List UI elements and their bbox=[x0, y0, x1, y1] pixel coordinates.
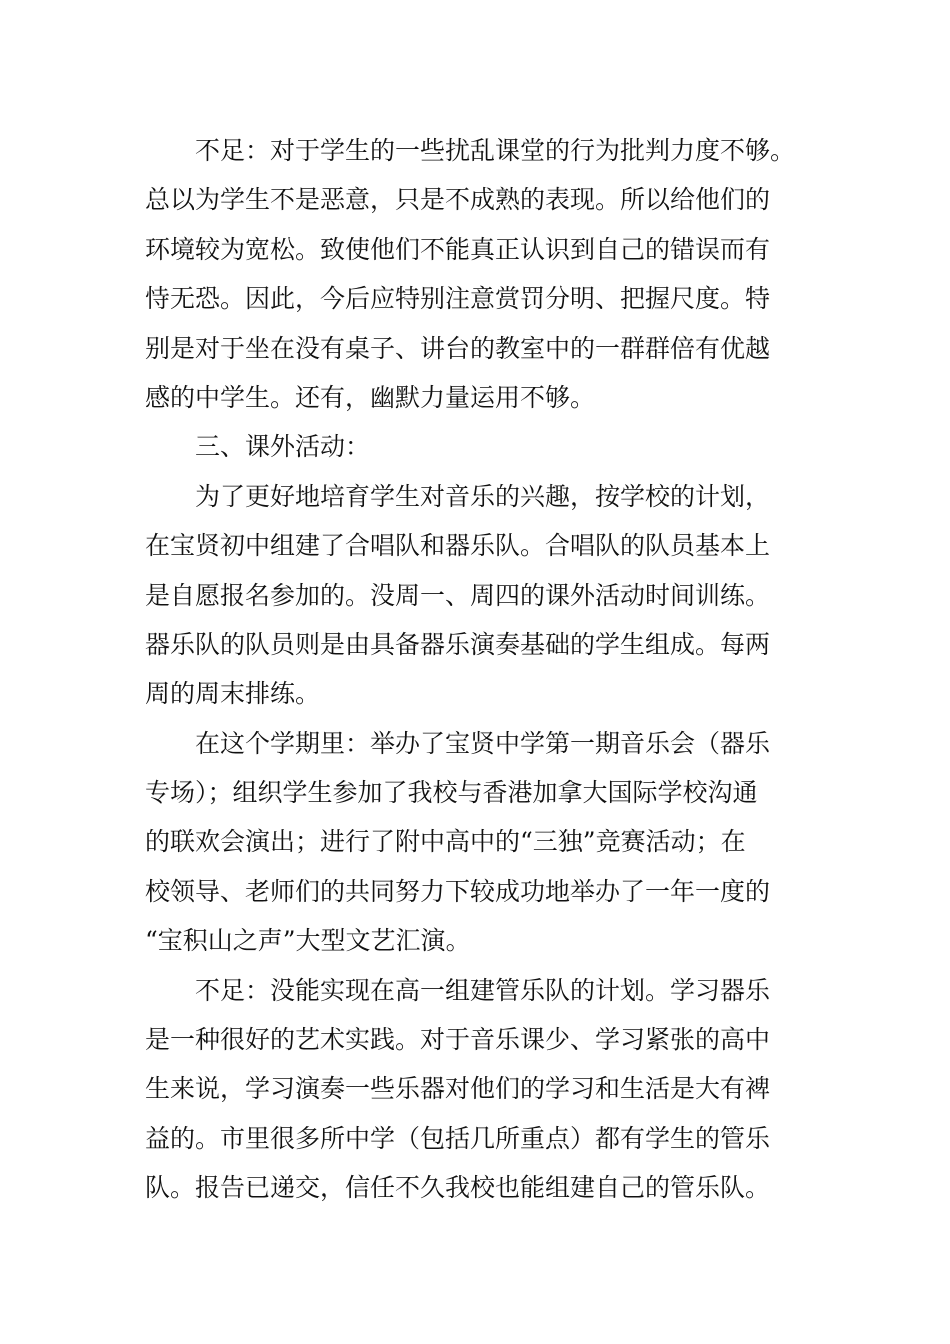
text-line: 恃无恐。因此，今后应特别注意赏罚分明、把握尺度。特 bbox=[145, 284, 771, 314]
text-line: 总以为学生不是恶意，只是不成熟的表现。所以给他们的 bbox=[145, 185, 771, 215]
text-line: 的联欢会演出；进行了附中高中的“三独”竞赛活动；在 bbox=[145, 827, 746, 857]
text-line: 感的中学生。还有，幽默力量运用不够。 bbox=[145, 382, 596, 412]
text-line: 环境较为宽松。致使他们不能真正认识到自己的错误而有 bbox=[145, 234, 771, 264]
text-line: “宝积山之声”大型文艺汇演。 bbox=[145, 926, 471, 956]
text-line: 在这个学期里：举办了宝贤中学第一期音乐会（器乐 bbox=[145, 728, 771, 758]
document-body bbox=[145, 126, 825, 1213]
text-line: 专场）；组织学生参加了我校与香港加拿大国际学校沟通 bbox=[145, 778, 758, 808]
section-heading: 三、课外活动： bbox=[145, 432, 371, 462]
text-line: 不足：没能实现在高一组建管乐队的计划。学习器乐 bbox=[145, 975, 771, 1005]
text-line: 益的。市里很多所中学（包括几所重点）都有学生的管乐 bbox=[145, 1123, 771, 1153]
text-line: 为了更好地培育学生对音乐的兴趣，按学校的计划， bbox=[145, 481, 771, 511]
text-line: 生来说，学习演奏一些乐器对他们的学习和生活是大有裨 bbox=[145, 1074, 771, 1104]
text-line: 器乐队的队员则是由具备器乐演奏基础的学生组成。每两 bbox=[145, 629, 771, 659]
text-line: 周的周末排练。 bbox=[145, 679, 321, 709]
text-line: 是一种很好的艺术实践。对于音乐课少、学习紧张的高中 bbox=[145, 1025, 771, 1055]
text-line: 别是对于坐在没有桌子、讲台的教室中的一群群倍有优越 bbox=[145, 333, 771, 363]
text-line: 队。报告已递交，信任不久我校也能组建自己的管乐队。 bbox=[145, 1173, 771, 1203]
text-line: 在宝贤初中组建了合唱队和器乐队。合唱队的队员基本上 bbox=[145, 531, 771, 561]
text-line: 是自愿报名参加的。没周一、周四的课外活动时间训练。 bbox=[145, 580, 771, 610]
text-line: 不足：对于学生的一些扰乱课堂的行为批判力度不够。 bbox=[145, 136, 796, 165]
text-line: 校领导、老师们的共同努力下较成功地举办了一年一度的 bbox=[145, 876, 771, 906]
